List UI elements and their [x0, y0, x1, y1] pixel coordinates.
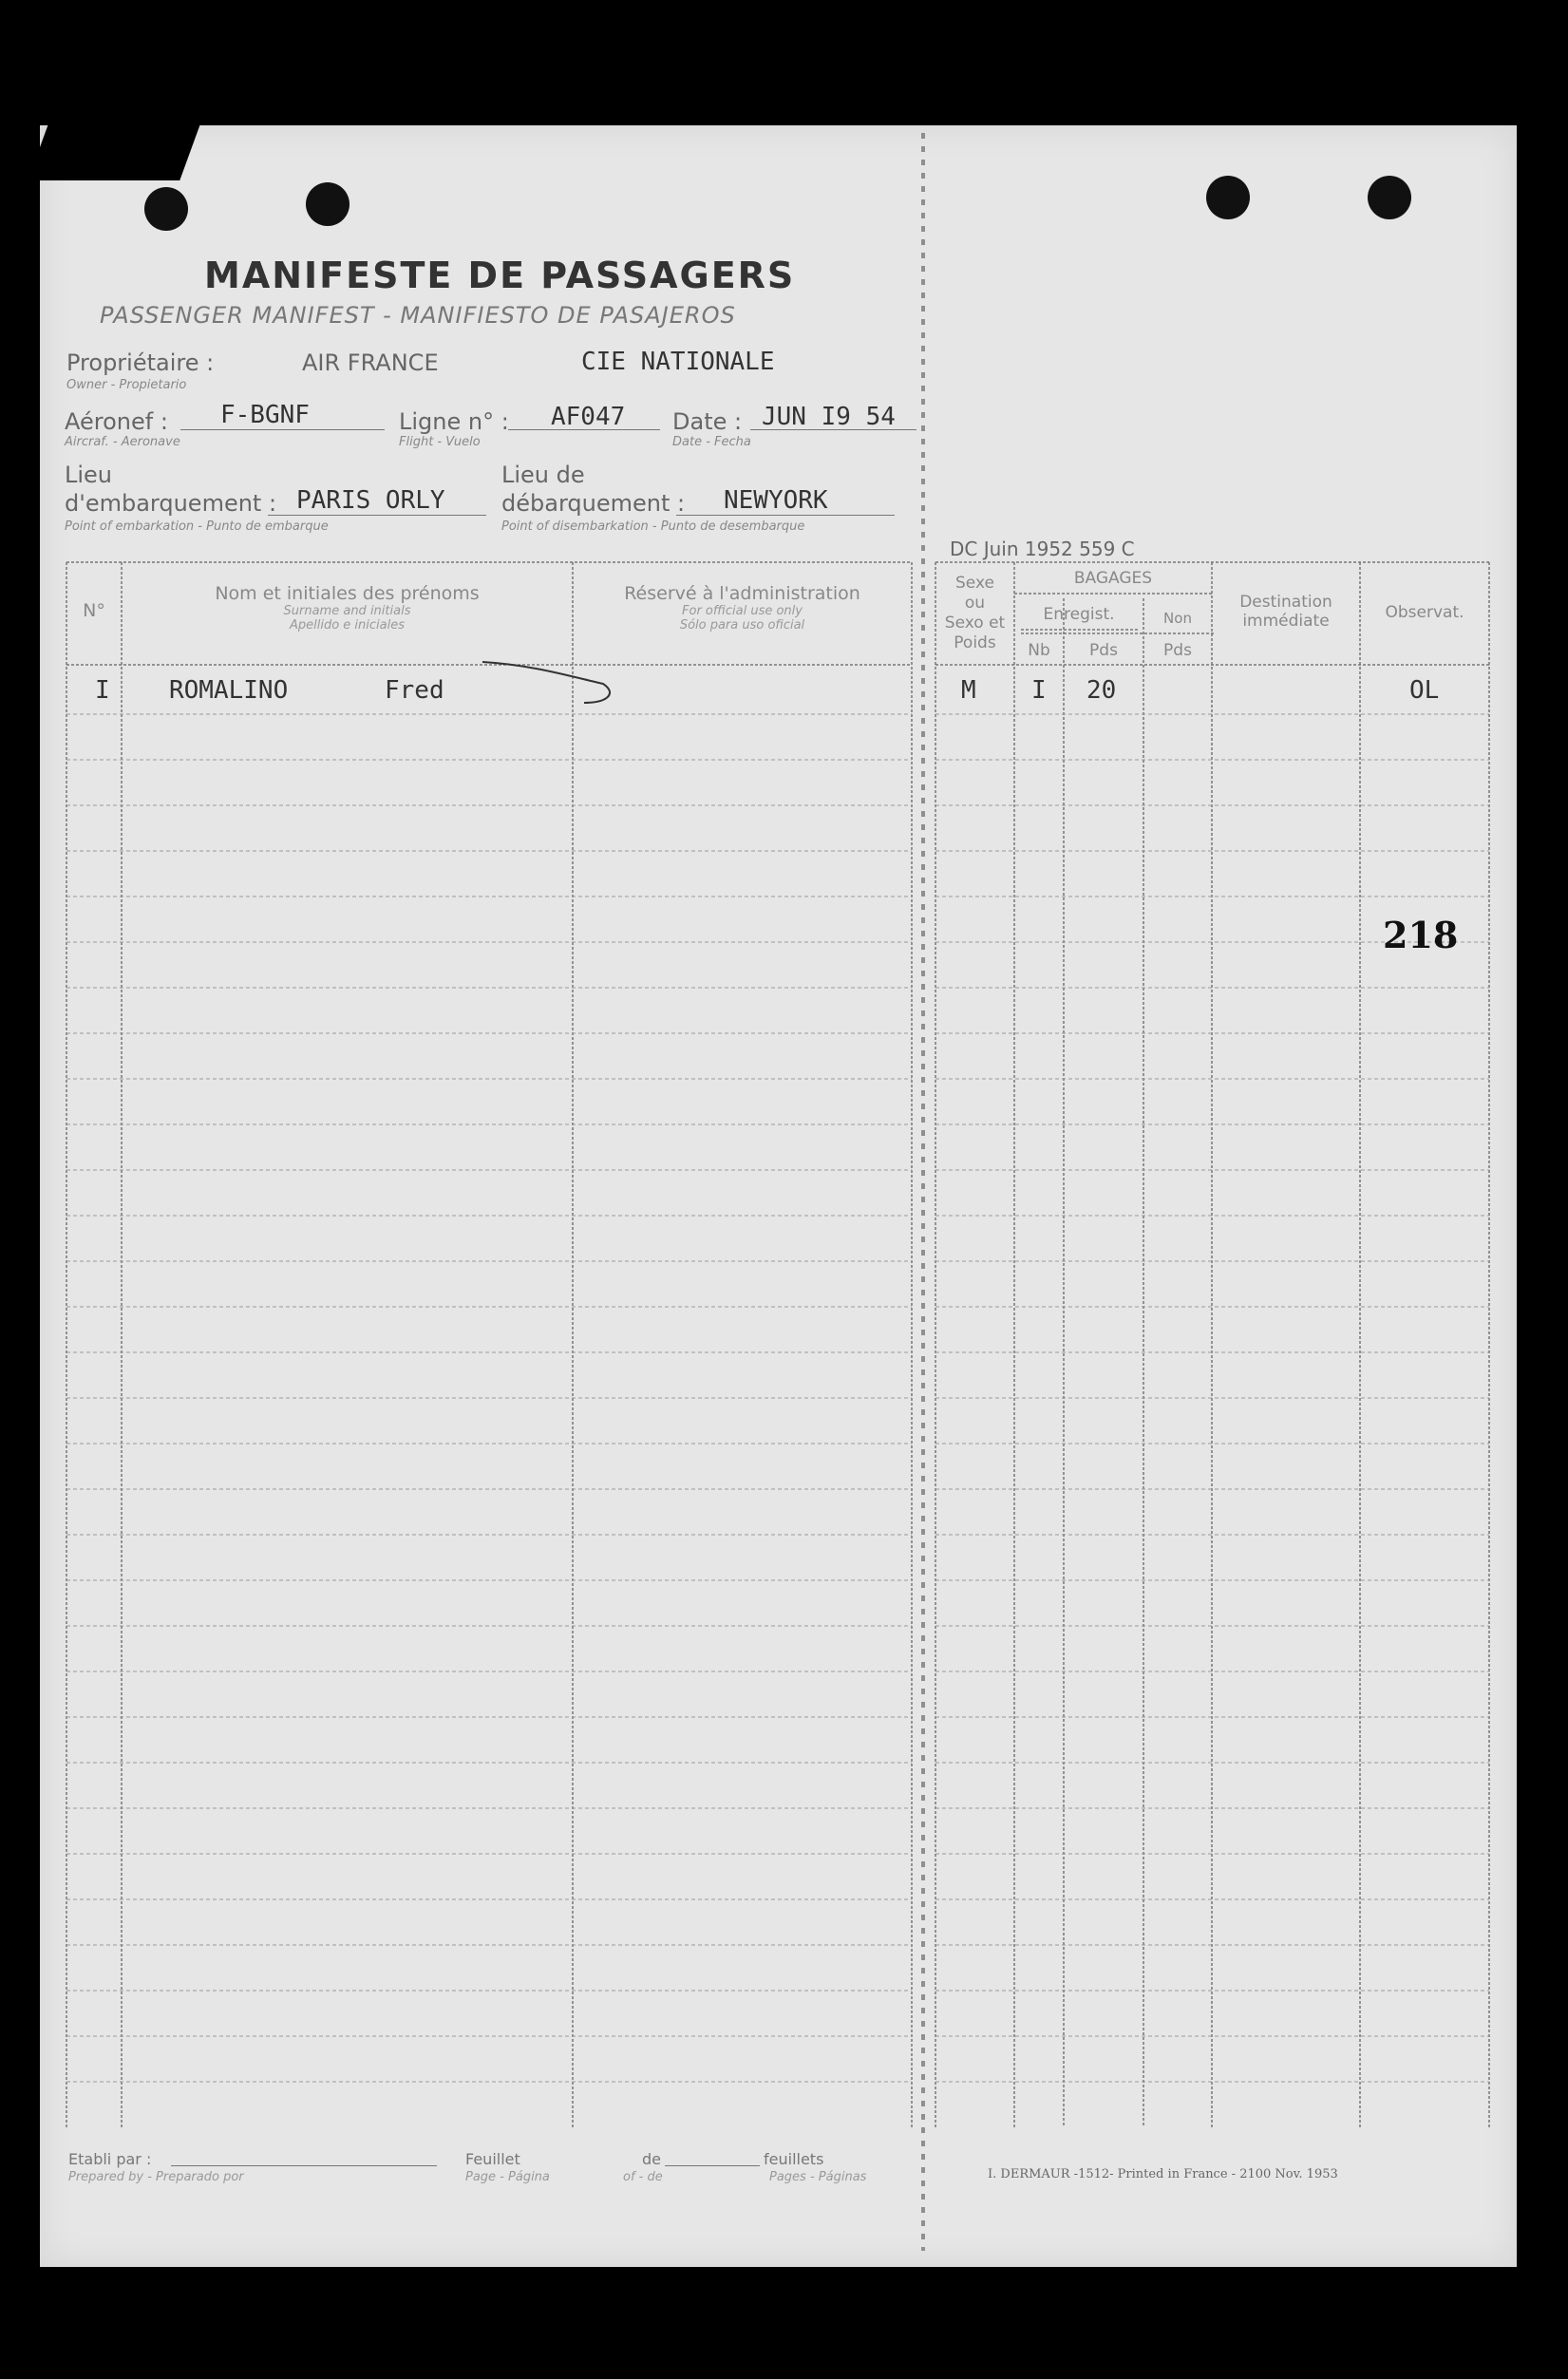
- col-header-observations: Observat.: [1385, 603, 1464, 622]
- embark-value: PARIS ORLY: [296, 486, 445, 515]
- disembark-value: NEWYORK: [724, 486, 828, 515]
- date-sublabel: Date - Fecha: [672, 435, 751, 449]
- col-header-baggage: BAGAGES: [1073, 569, 1153, 588]
- col-header-hand: Non: [1163, 610, 1192, 627]
- embark-label-2: d'embarquement :: [65, 490, 277, 517]
- handwritten-annotation: 218: [1383, 914, 1459, 956]
- col-header-sex: Sexe ou Sexo et Poids: [944, 574, 1006, 652]
- col-header-hand-pds: Pds: [1163, 641, 1192, 660]
- of-sublabel: of - de: [623, 2170, 663, 2184]
- printer-imprint: I. DERMAUR -1512- Printed in France - 2100 Nov. 1953: [988, 2167, 1338, 2181]
- date-value: JUN I9 54: [762, 403, 896, 431]
- sheets-sublabel: Pages - Páginas: [769, 2170, 867, 2184]
- form-stamp: DC Juin 1952 559 C: [950, 538, 1135, 560]
- prepared-by-sublabel: Prepared by - Preparado por: [68, 2170, 244, 2184]
- disembark-label-2: débarquement :: [501, 490, 686, 517]
- row-surname: ROMALINO: [169, 676, 289, 705]
- sheet-sublabel: Page - Página: [465, 2170, 550, 2184]
- aircraft-label: Aéronef :: [65, 408, 168, 435]
- row-bags: I: [1031, 676, 1047, 705]
- sheet-label: Feuillet: [465, 2150, 520, 2168]
- company-value: CIE NATIONALE: [581, 348, 775, 376]
- owner-label: Propriétaire :: [66, 349, 215, 376]
- disembark-sublabel: Point of disembarkation - Punto de desembarque: [501, 519, 805, 534]
- embark-sublabel: Point of embarkation - Punto de embarque: [65, 519, 329, 534]
- disembark-label-1: Lieu de: [501, 462, 585, 488]
- of-label: de: [642, 2150, 661, 2168]
- flight-value: AF047: [551, 403, 626, 431]
- col-header-registered: Enregist.: [1043, 605, 1115, 624]
- document-subtitle: PASSENGER MANIFEST - MANIFIESTO DE PASAJEROS: [100, 302, 736, 329]
- row-sex: M: [961, 676, 976, 705]
- owner-sublabel: Owner - Propietario: [66, 378, 187, 392]
- prepared-by-label: Etabli par :: [68, 2150, 152, 2168]
- row-no: I: [95, 676, 110, 705]
- aircraft-value: F-BGNF: [220, 401, 310, 429]
- col-header-reg-nb: Nb: [1028, 641, 1050, 660]
- date-label: Date :: [672, 408, 743, 435]
- row-weight: 20: [1086, 676, 1117, 705]
- row-observation: OL: [1409, 676, 1440, 705]
- flight-label: Ligne n° :: [399, 408, 509, 435]
- col-header-admin: Réservé à l'administration For official use only Sólo para uso oficial: [624, 583, 860, 633]
- flight-sublabel: Flight - Vuelo: [399, 435, 481, 449]
- col-header-name: Nom et initiales des prénoms Surname and initials Apellido e iniciales: [215, 583, 480, 633]
- sheets-label: feuillets: [764, 2150, 824, 2168]
- aircraft-sublabel: Aircraf. - Aeronave: [65, 435, 180, 449]
- document-title: MANIFESTE DE PASSAGERS: [204, 255, 796, 296]
- owner-value: AIR FRANCE: [302, 349, 439, 376]
- row-given-name: Fred: [385, 676, 444, 705]
- embark-label-1: Lieu: [65, 462, 113, 488]
- col-header-reg-pds: Pds: [1089, 641, 1118, 660]
- col-header-no: N°: [83, 600, 105, 621]
- col-header-destination: Destination immédiate: [1239, 593, 1332, 631]
